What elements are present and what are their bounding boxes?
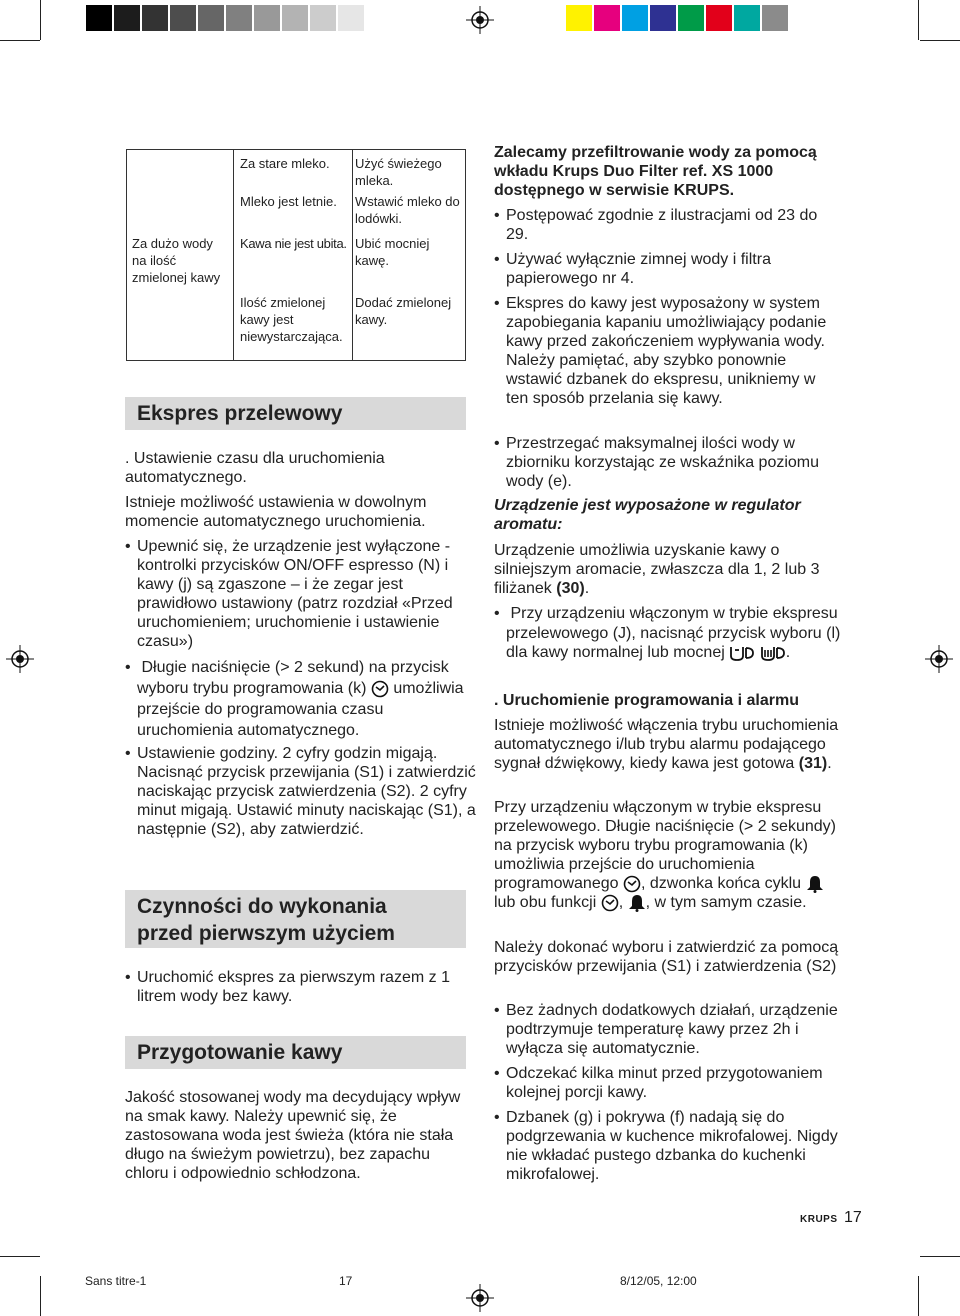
italic-heading: Urządzenie jest wyposażone w regulator aromatu:: [494, 497, 801, 533]
table-divider: [233, 150, 234, 360]
section-heading-line: przed pierwszym użyciem: [137, 922, 395, 945]
paragraph: Przy urządzeniu włączonym w trybie ekspresu przelewowego. Długie naciśnięcie (> 2 sekundy) na przycisk wyboru trybu programowania (k) umożliwia przejście do uruchomienia programowanego , dzwonka końca cyklu lub obu funkcji , , w tym samym czasie.: [494, 799, 836, 911]
clock-icon: [371, 680, 389, 698]
list-item-text: Długie naciśnięcie (> 2 sekund) na przycisk wyboru trybu programowania (k): [137, 659, 449, 697]
paragraph: Istnieje możliwość ustawienia w dowolnym momencie automatycznego uruchomienia.: [125, 494, 427, 530]
section-heading: Ekspres przelewowy: [137, 402, 343, 425]
list-item: • Przestrzegać maksymalnej ilości wody w zbiorniku korzystając ze wskaźnika poziomu wody (e).: [494, 434, 841, 491]
list-item: • Ustawienie godziny. 2 cyfry godzin migają. Nacisnąć przycisk przewijania (S1) i zatwierdzić naciskając przycisk zatwierdzenia (S2). 2 cyfry minut migają. Ustawić minuty naciskając (S1), a następnie (S2), aby zatwierdzić.: [125, 744, 480, 839]
page-number: 17: [843, 1209, 862, 1226]
gray-swatch: [226, 5, 252, 31]
section-heading: Przygotowanie kawy: [137, 1041, 343, 1064]
footer-page: 17: [339, 1274, 353, 1288]
figure-ref: (30): [556, 580, 585, 597]
table-solution: Dodać zmielonej kawy.: [355, 295, 452, 327]
gray-swatch: [142, 5, 168, 31]
page-number-block: [800, 1209, 862, 1227]
crop-mark: [40, 1276, 41, 1316]
gray-swatch: [170, 5, 196, 31]
section-heading-bar: [125, 1036, 466, 1069]
registration-mark-icon: [466, 6, 494, 34]
clock-icon: [601, 894, 619, 912]
table-divider: [352, 150, 353, 360]
bell-icon: [628, 894, 646, 912]
color-swatch: [762, 5, 788, 31]
paragraph-text: Przy urządzeniu włączonym w trybie ekspresu przelewowego. Długie naciśnięcie (> 2 sekundy) na przycisk wyboru trybu programowania (k) umożliwia przejście do uruchomienia programowanego: [494, 799, 836, 892]
section-heading-bar: [125, 397, 466, 430]
paragraph-text: Istnieje możliwość włączenia trybu uruchomienia automatycznego i/lub trybu alarmu podającego sygnał dźwiękowy, kiedy kawa jest gotowa: [494, 717, 839, 772]
gray-swatch: [86, 5, 112, 31]
table-problem: Kawa nie jest ubita.: [240, 236, 347, 251]
registration-mark-icon: [6, 645, 34, 673]
crop-mark: [0, 1256, 40, 1257]
gray-swatch: [338, 5, 364, 31]
list-item: [125, 657, 482, 741]
paragraph-text: , w tym samym czasie.: [645, 894, 807, 911]
table-problem: Za stare mleko.: [240, 156, 330, 171]
crop-mark: [918, 1276, 919, 1316]
brand-logo: KRUPS: [800, 1214, 838, 1225]
color-swatch: [650, 5, 676, 31]
bold-subheading: . Uruchomienie programowania i alarmu: [494, 692, 799, 709]
crop-mark: [0, 40, 40, 41]
crop-mark: [920, 1256, 960, 1257]
paragraph: Urządzenie umożliwia uzyskanie kawy o silniejszym aromacie, zwłaszcza dla 1, 2 lub 3 filiżanek (30).: [494, 542, 820, 597]
gray-swatch: [310, 5, 336, 31]
paragraph-text: dzwonka końca cyklu: [649, 875, 802, 892]
paragraph-text: lub obu funkcji: [494, 894, 597, 911]
list-item: • Ekspres do kawy jest wyposażony w system zapobiegania kapaniu umożliwiający podanie kawy przed zakończeniem wypływania wody. Należy pamiętać, aby szybko ponownie wstawić dzbanek do ekspresu, unikniemy w ten sposób przelania się kawy.: [494, 294, 841, 408]
table-problem: Ilość zmielonej kawy jest niewystarczająca.: [240, 295, 343, 344]
subheading: . Ustawienie czasu dla uruchomienia automatycznego.: [125, 450, 385, 486]
crop-mark: [920, 40, 960, 41]
figure-ref: (31): [798, 755, 828, 772]
clock-icon: [623, 875, 641, 893]
color-swatch: [734, 5, 760, 31]
gray-swatch: [198, 5, 224, 31]
table-solution: Ubić mocniej kawę.: [355, 236, 430, 268]
list-item: • Używać wyłącznie zimnej wody i filtra papierowego nr 4.: [494, 250, 841, 288]
color-swatch: [678, 5, 704, 31]
color-swatch: [566, 5, 592, 31]
registration-mark-icon: [466, 1284, 494, 1312]
table-problem: Mleko jest letnie.: [240, 194, 337, 209]
color-swatch: [706, 5, 732, 31]
list-item: • Uruchomić ekspres za pierwszym razem z 1 litrem wody bez kawy.: [125, 968, 477, 1006]
section-heading-line: Czynności do wykonania: [137, 895, 387, 918]
list-item: • Upewnić się, że urządzenie jest wyłączone - kontrolki przycisków ON/OFF espresso (N) i kawy (j) są zgaszone – i że zegar jest prawidłowo ustawiony (patrz rozdział «Przed uruchomieniem; uruchomienie i ustawienie czasu»): [125, 537, 480, 651]
list-item: • Przy urządzeniu włączonym w trybie ekspresu przelewowego (J), nacisnąć przycisk wyboru (l) dla kawy normalnej lub mocnej .: [494, 604, 851, 663]
strong-coffee-icon: [760, 644, 786, 662]
crop-mark: [918, 0, 919, 40]
list-item: • Postępować zgodnie z ilustracjami od 23 do 29.: [494, 206, 841, 244]
paragraph-text: Urządzenie umożliwia uzyskanie kawy o silniejszym aromacie, zwłaszcza dla 1, 2 lub 3 filiżanek: [494, 542, 820, 597]
list-item: • Dzbanek (g) i pokrywa (f) nadają się do podgrzewania w kuchence mikrofalowej. Nigdy nie wkładać pustego dzbanka do kuchenki mikrofalowej.: [494, 1108, 851, 1184]
gray-swatch: [114, 5, 140, 31]
list-item-text: Przy urządzeniu włączonym w trybie ekspresu przelewowego (J), nacisnąć przycisk wyboru (l) dla kawy normalnej lub mocnej: [506, 605, 841, 661]
paragraph: Należy dokonać wyboru i zatwierdzić za pomocą przycisków przewijania (S1) i zatwierdzenia (S2): [494, 939, 839, 975]
footer-filename: Sans titre-1: [85, 1274, 147, 1288]
table-solution: Wstawić mleko do lodówki.: [355, 194, 460, 226]
gray-swatch: [254, 5, 280, 31]
crop-mark: [40, 0, 41, 40]
list-item: • Odczekać kilka minut przed przygotowaniem kolejnej porcji kawy.: [494, 1064, 851, 1102]
footer-date: 8/12/05, 12:00: [620, 1274, 697, 1288]
list-item-text: umożliwia przejście do programowania czasu uruchomienia automatycznego.: [137, 680, 464, 739]
registration-mark-icon: [925, 645, 953, 673]
table-category: Za dużo wody na ilość zmielonej kawy: [132, 236, 221, 285]
table-solution: Użyć świeżego mleka.: [355, 156, 442, 188]
bell-icon: [806, 875, 824, 893]
gray-swatch: [282, 5, 308, 31]
paragraph: Jakość stosowanej wody ma decydujący wpływ na smak kawy. Należy upewnić się, że zastosowana woda jest świeża (która nie stała długo na świeżym powietrzu), bez zapachu chloru i odpowiednio schłodzona.: [125, 1089, 461, 1182]
normal-coffee-icon: [729, 644, 755, 662]
bold-paragraph: Zalecamy przefiltrowanie wody za pomocą wkładu Krups Duo Filter ref. XS 1000 dostępnego w serwisie KRUPS.: [494, 144, 817, 199]
color-swatch: [622, 5, 648, 31]
paragraph: Istnieje możliwość włączenia trybu uruchomienia automatycznego i/lub trybu alarmu podającego sygnał dźwiękowy, kiedy kawa jest gotowa (31).: [494, 717, 839, 772]
color-swatch: [594, 5, 620, 31]
troubleshooting-table: [126, 149, 466, 361]
section-heading-bar: [125, 890, 466, 948]
list-item: • Bez żadnych dodatkowych działań, urządzenie podtrzymuje temperaturę kawy przez 2h i wyłącza się automatycznie.: [494, 1001, 851, 1058]
